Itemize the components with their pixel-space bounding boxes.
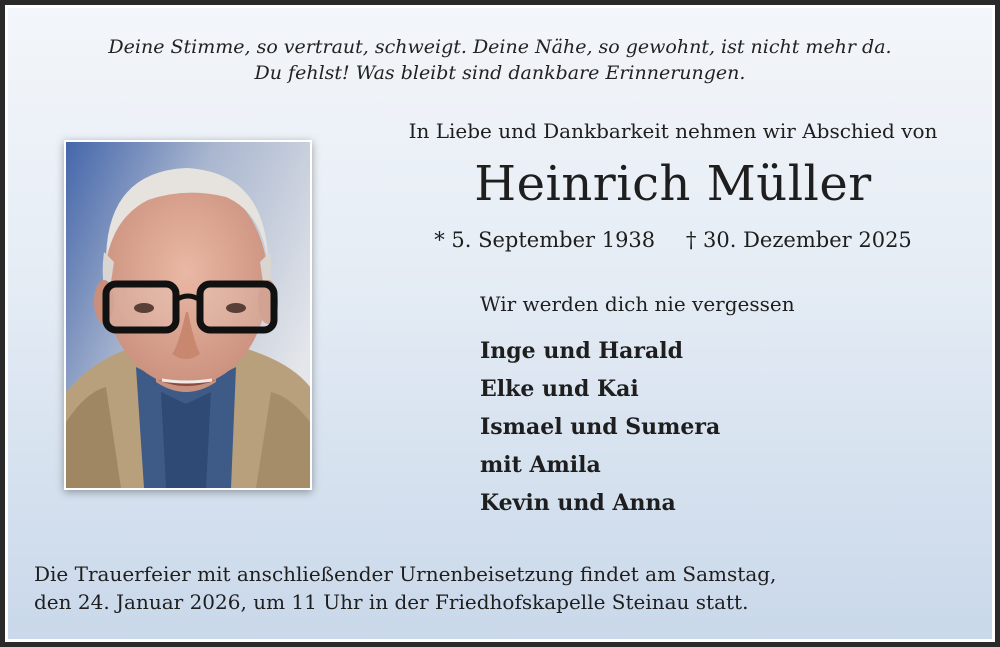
- mourner-name: Kevin und Anna: [480, 490, 676, 516]
- portrait-photo: [64, 140, 312, 490]
- farewell-intro: In Liebe und Dankbarkeit nehmen wir Abschied von: [408, 119, 938, 143]
- birth-date: * 5. September 1938: [434, 228, 656, 252]
- memorial-quote: [8, 34, 992, 86]
- deceased-name: Heinrich Müller: [474, 156, 872, 212]
- death-date: † 30. Dezember 2025: [685, 228, 912, 252]
- mourners-list: [480, 332, 720, 522]
- quote-line-2: Du fehlst! Was bleibt sind dankbare Erinnerungen.: [254, 62, 746, 84]
- life-dates: [348, 228, 998, 252]
- notice-body: [8, 8, 992, 639]
- mourner-name: Inge und Harald: [480, 338, 683, 364]
- quote-line-1: Deine Stimme, so vertraut, schweigt. Deine Nähe, so gewohnt, ist nicht mehr da.: [108, 36, 892, 58]
- mourners-heading: Wir werden dich nie vergessen: [480, 292, 795, 316]
- mourner-name: mit Amila: [480, 452, 601, 478]
- service-line-2: den 24. Januar 2026, um 11 Uhr in der Friedhofskapelle Steinau statt.: [34, 590, 749, 614]
- portrait-illustration: [66, 142, 310, 488]
- funeral-service-info: [34, 560, 776, 616]
- mourner-name: Ismael und Sumera: [480, 414, 721, 440]
- service-line-1: Die Trauerfeier mit anschließender Urnenbeisetzung findet am Samstag,: [34, 562, 777, 586]
- mourner-name: Elke und Kai: [480, 376, 639, 402]
